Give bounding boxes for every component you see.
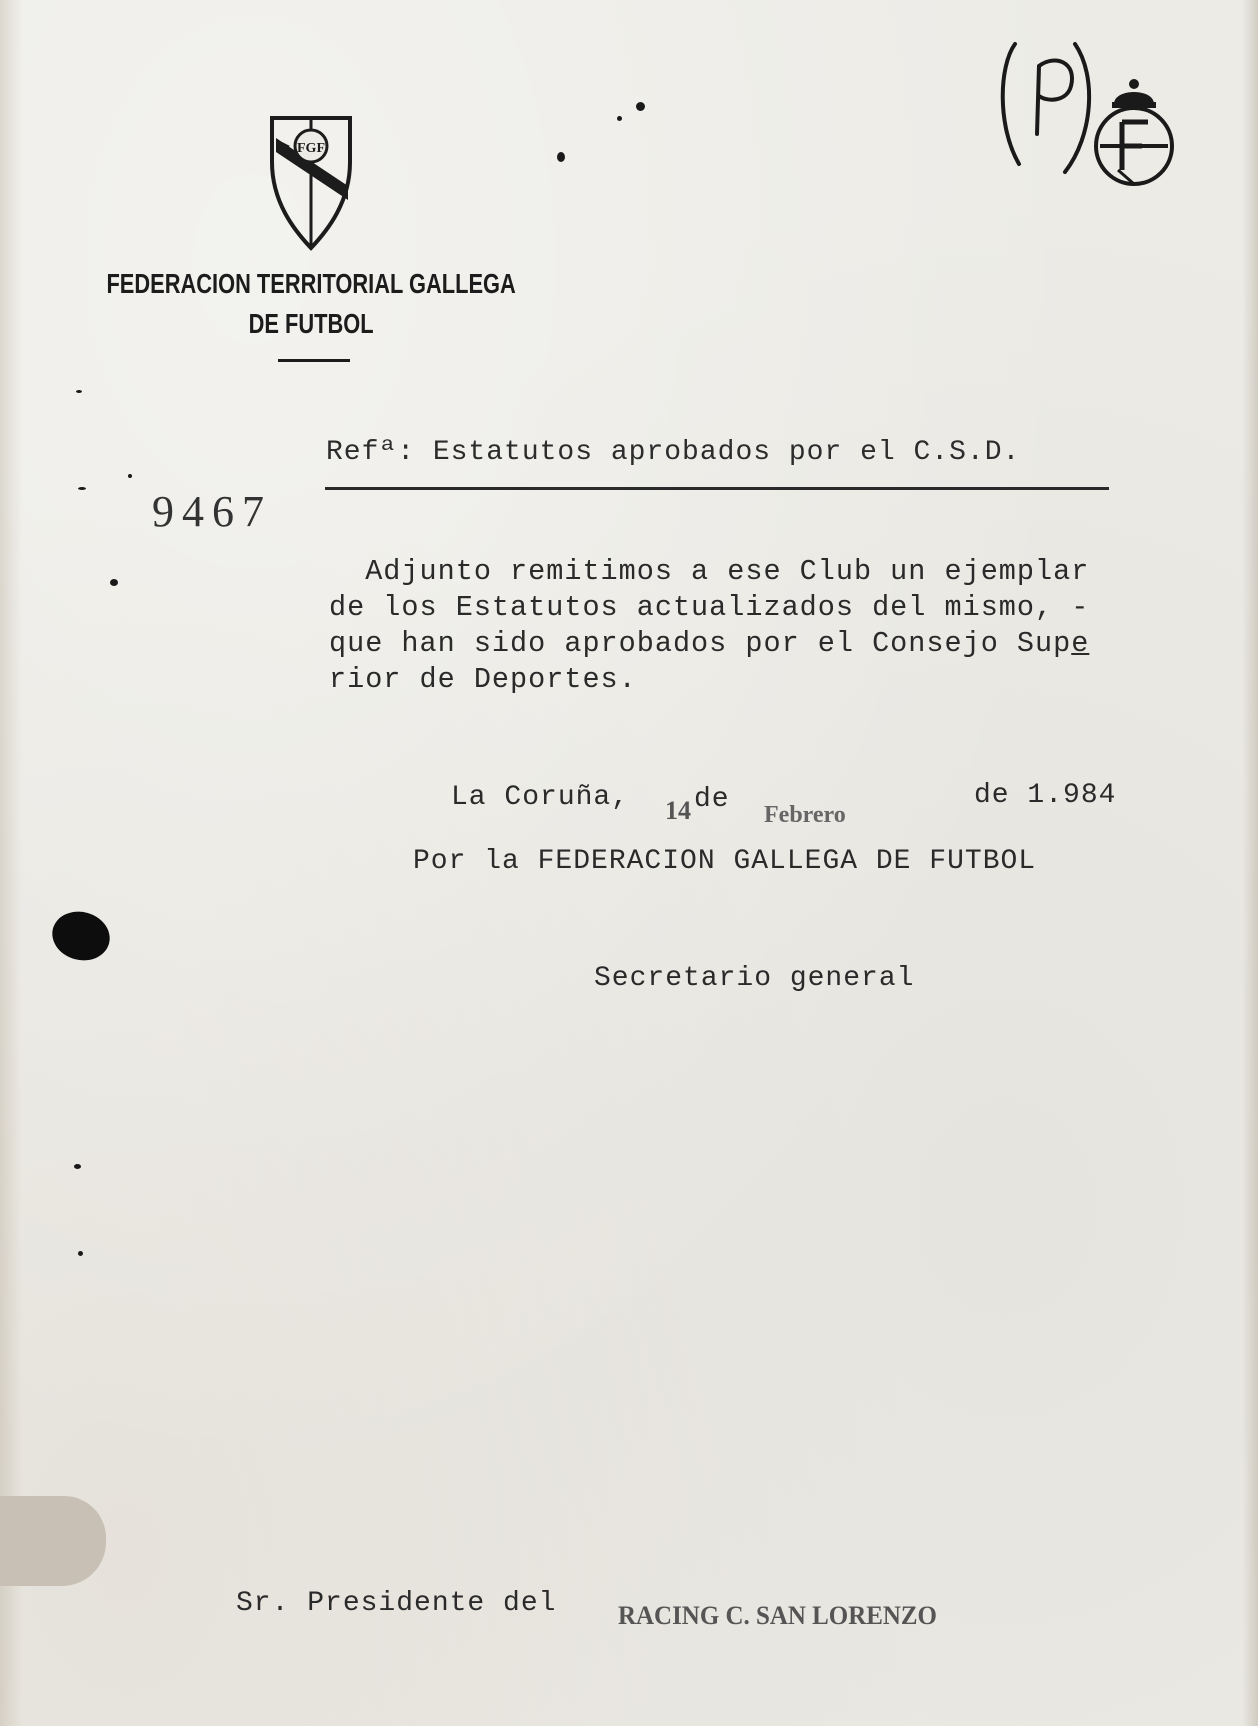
ink-speck: [636, 102, 645, 111]
ink-speck: [78, 487, 86, 490]
ink-speck: [128, 474, 132, 478]
ink-speck: [617, 116, 622, 121]
body-line: Adjunto remitimos a ese Club un ejemplar: [329, 555, 1090, 588]
ink-speck: [78, 1251, 83, 1256]
page-edge-right: [1242, 0, 1258, 1726]
ink-speck: [110, 579, 118, 586]
ink-speck: [74, 1164, 81, 1169]
body-line-text: que han sido aprobados por el Consejo Sup: [329, 627, 1072, 660]
signature-title: Secretario general: [594, 963, 915, 994]
handwritten-p-mark: [995, 36, 1095, 176]
torn-paper-corner: [0, 1496, 106, 1586]
svg-text:FGF: FGF: [297, 141, 325, 156]
letterhead: [90, 268, 516, 340]
federation-crest-icon: [268, 112, 354, 252]
date-city: La Coruña,: [451, 782, 630, 813]
reference-underline: [325, 487, 1109, 490]
ink-speck: [76, 390, 82, 393]
body-line: rior de Deportes.: [329, 663, 637, 696]
date-de: de: [694, 784, 730, 815]
signature-organization: Por la FEDERACION GALLEGA DE FUTBOL: [413, 846, 1037, 877]
letterhead-divider: [278, 359, 350, 362]
date-month: Febrero: [764, 802, 846, 828]
underlined-char: e: [1071, 627, 1090, 660]
royal-federation-seal-icon: [1092, 74, 1176, 190]
punch-hole: [47, 905, 115, 966]
body-line: de los Estatutos actualizados del mismo, -: [329, 591, 1090, 624]
addressee-club: RACING C. SAN LORENZO: [618, 1601, 937, 1630]
date-day: 14: [665, 796, 691, 825]
registration-number-stamp: 9467: [152, 487, 272, 536]
letter-body: [329, 554, 1189, 698]
letterhead-line2: DE FUTBOL: [248, 308, 374, 339]
body-line: [329, 626, 1189, 662]
letterhead-line1: FEDERACION TERRITORIAL GALLEGA: [106, 268, 516, 299]
reference-line: Refª: Estatutos aprobados por el C.S.D.: [326, 437, 1021, 468]
date-year: de 1.984: [974, 780, 1117, 811]
ink-speck: [557, 152, 565, 162]
addressee-prefix: Sr. Presidente del: [236, 1588, 557, 1619]
page-edge-left: [0, 0, 22, 1726]
